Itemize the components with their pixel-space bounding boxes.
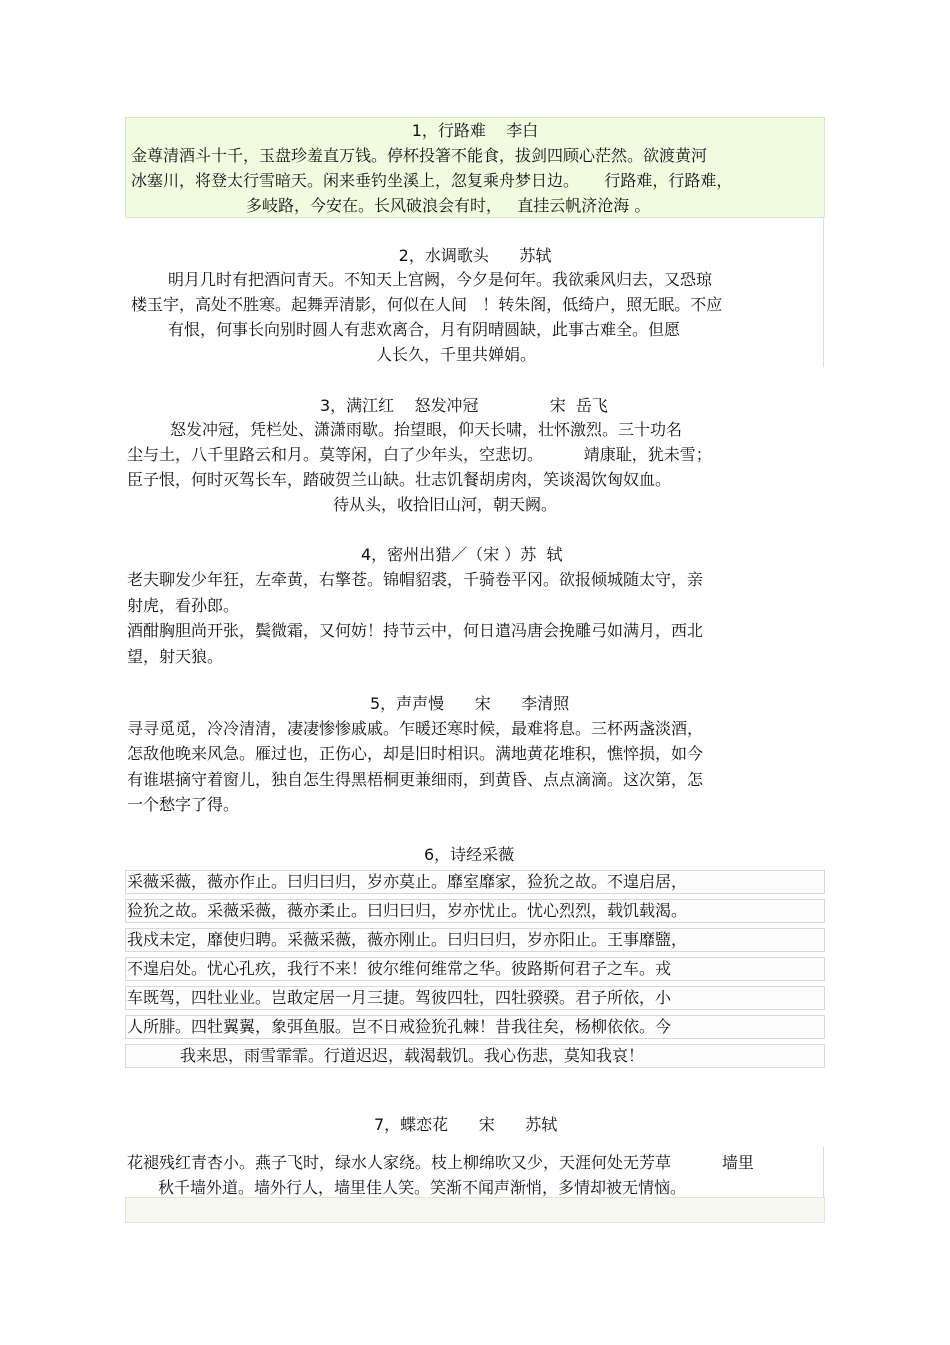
poem-line: 秋千墙外道。墙外行人，墙里佳人笑。笑渐不闻声渐悄，多情却被无情恼。 [158, 1178, 687, 1197]
poem-7-empty-row [125, 1197, 825, 1223]
poem-line: 怎敌他晚来风急。雁过也，正伤心，却是旧时相识。满地黄花堆积，憔悴损，如今 [127, 744, 704, 763]
poem-title: 7，蝶恋花 宋 苏轼 [374, 1115, 558, 1134]
poem-title: 4，密州出猎／（宋 ）苏 轼 [361, 545, 563, 564]
poem-line: 酒酣胸胆尚开张，鬓微霜，又何妨！持节云中，何日遣冯唐会挽雕弓如满月，西北 [127, 621, 704, 640]
poem-line: 多岐路，今安在。长风破浪会有时， 直挂云帆济沧海 。 [246, 196, 651, 215]
poem-line: 楼玉宇，高处不胜寒。起舞弄清影，何似在人间 ！转朱阁，低绮户，照无眠。不应 [131, 295, 723, 314]
poem-line: 采薇采薇，薇亦作止。曰归曰归，岁亦莫止。靡室靡家，猃狁之故。不遑启居， [127, 872, 688, 891]
poem-line: 猃狁之故。采薇采薇，薇亦柔止。曰归曰归，岁亦忧止。忧心烈烈，载饥载渴。 [127, 901, 688, 920]
poem-line: 人所腓。四牡翼翼，象弭鱼服。岂不日戒猃狁孔棘！昔我往矣，杨柳依依。今 [127, 1017, 672, 1036]
poem-line: 不遑启处。忧心孔疚，我行不来！彼尔维何维常之华。彼路斯何君子之车。戎 [127, 959, 672, 978]
poem-title: 6，诗经采薇 [424, 845, 515, 864]
poem-7-border-line [823, 1147, 824, 1197]
poem-line: 臣子恨，何时灭驾长车，踏破贺兰山缺。壮志饥餐胡虏肉，笑谈渴饮匈奴血。 [127, 470, 672, 489]
poem-title: 5，声声慢 宋 李清照 [370, 694, 570, 713]
poem-2-border-line [823, 217, 824, 367]
poem-line: 金尊清酒斗十千，玉盘珍羞直万钱。停杯投箸不能食，拔剑四顾心茫然。欲渡黄河 [131, 146, 708, 165]
poem-line: 尘与土，八千里路云和月。莫等闲，白了少年头，空悲切。 靖康耻，犹未雪； [127, 445, 712, 464]
poem-line: 待从头，收拾旧山河，朝天阙。 [333, 495, 558, 514]
poem-line: 射虎，看孙郎。 [127, 596, 240, 615]
poem-line: 我戍未定，靡使归聘。采薇采薇，薇亦刚止。曰归曰归，岁亦阳止。王事靡盬， [127, 930, 688, 949]
poem-line: 怒发冲冠，凭栏处、潇潇雨歇。抬望眼，仰天长啸，壮怀激烈。三十功名 [170, 420, 683, 439]
poem-line: 冰塞川，将登太行雪暗天。闲来垂钓坐溪上，忽复乘舟梦日边。 行路难，行路难， [131, 171, 733, 190]
poem-line: 寻寻觅觅，冷冷清清，凄凄惨惨戚戚。乍暖还寒时候，最难将息。三杯两盏淡酒， [127, 719, 704, 738]
poem-line: 望，射天狼。 [127, 647, 224, 666]
poem-title: 3，满江红 怒发冲冠 宋 岳飞 [320, 396, 608, 415]
poem-title: 2，水调歌头 苏轼 [398, 246, 552, 265]
poem-line: 车既驾，四牡业业。岂敢定居一月三捷。驾彼四牡，四牡骙骙。君子所依，小 [127, 988, 672, 1007]
poem-title: 1，行路难 李白 [411, 121, 539, 140]
poem-line: 我来思，雨雪霏霏。行道迟迟，载渴载饥。我心伤悲，莫知我哀！ [180, 1046, 645, 1065]
poem-line: 人长久，千里共婵娟。 [376, 345, 537, 364]
poem-line: 花褪残红青杏小。燕子飞时，绿水人家绕。枝上柳绵吹又少，天涯何处无芳草 墙里 [127, 1153, 754, 1172]
poem-line: 明月几时有把酒问青天。不知天上宫阙，今夕是何年。我欲乘风归去，又恐琼 [168, 270, 713, 289]
poem-line: 有恨，何事长向别时圆人有悲欢离合，月有阴晴圆缺，此事古难全。但愿 [168, 320, 681, 339]
poem-line: 有谁堪摘守着窗儿，独自怎生得黑梧桐更兼细雨，到黄昏、点点滴滴。这次第，怎 [127, 770, 704, 789]
poem-line: 老夫聊发少年狂，左牵黄，右擎苍。锦帽貂裘，千骑卷平冈。欲报倾城随太守，亲 [127, 570, 704, 589]
poem-line: 一个愁字了得。 [127, 795, 240, 814]
